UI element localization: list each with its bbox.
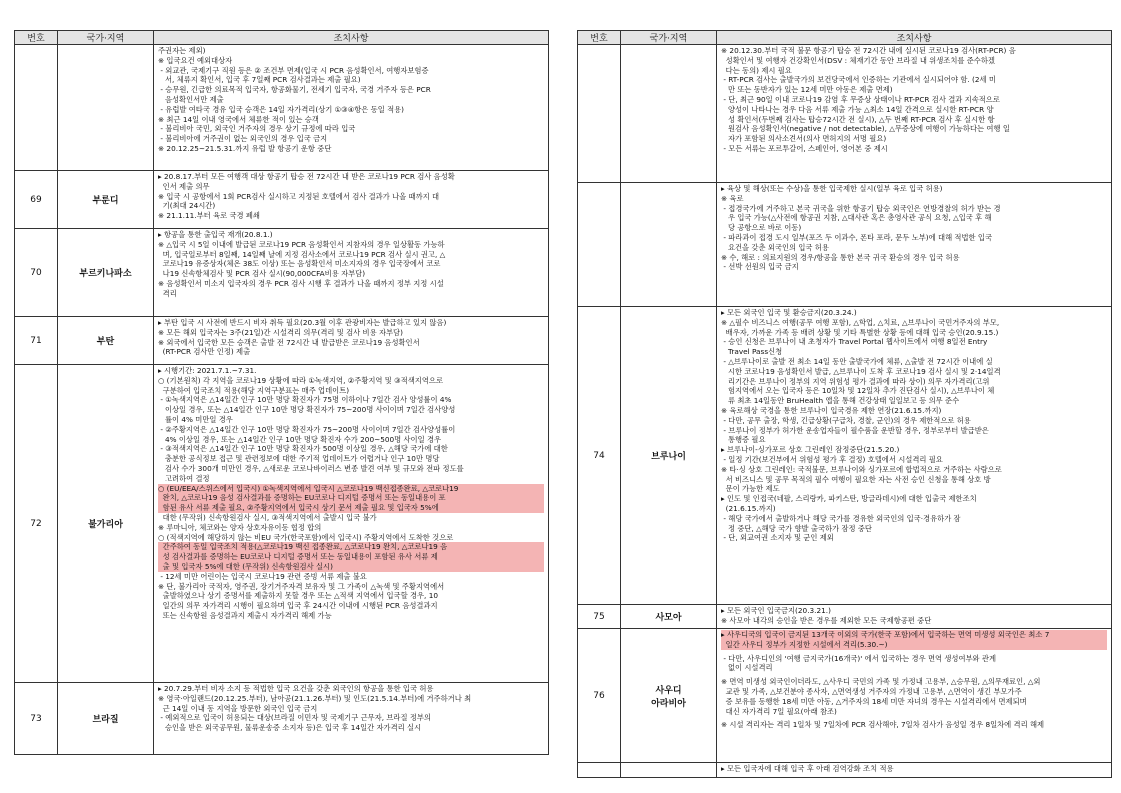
measure-line: ※ 21.1.11.부터 육로 국경 폐쇄 [158,211,260,221]
measure-line: 다는 동의) 제시 필요 [721,65,792,75]
measure-line: 정 중단, △해당 국가 향발 출국하가 잠정 중단 [721,523,872,533]
measure-line: 당 공항으로 바로 이동) [721,223,802,233]
table-row [578,183,1112,307]
measure-line: 자가 포함된 의사소견서(의사 면허지의 서명 필요) [721,134,887,144]
table-row [578,45,1112,183]
row-country: 사우디 아라비아 [621,629,717,763]
measure-line: 4% 이상일 경우, 또는 △14일간 인구 10만 명당 확진자 수가 200~500명 사이일 경우 [158,434,442,444]
measure-line: ※ 육로해상 국경을 통한 브루나이 입국경유 제한 연장(21.6.15.까지) [721,405,942,415]
measure-line: 리기간은 브루나이 정부의 지역 위험성 평가 결과에 따라 상이) 의무 자가격리(고위 [721,376,990,386]
measure-line: ※ 20.12.25~21.5.31.까지 유럽 발 항공기 운항 중단 [158,143,332,153]
table-row [578,763,1112,778]
measure-line: 출발하였으나 상기 증명서를 제출하지 못할 경우 또는 △적색 지역에서 입국할 경우, 10 [158,591,438,601]
measure-line: 서, 체류지 확인서, 입국 후 7일째 PCR 검사결과는 제출 필요) [158,75,361,85]
row-measures [717,605,1112,629]
table-header-row [578,31,1112,45]
header-measures: 조치사항 [717,31,1112,45]
table-row [15,365,549,683]
measure-line: 성확인서 및 여행자 건강확인서(DSV : 체재기간 동안 브라질 내 위생조치를 준수하겠 [721,55,995,65]
row-number: 75 [578,605,621,629]
row-country: 부르키나파소 [58,229,154,317]
measure-line: ○ (EU/EEA/스위스에서 입국시) ①녹색지역에서 입국시 △코로나19 백신접종완료, △코로나19 [158,484,544,494]
measure-line: ▸ 항공을 통한 출입국 재개(20.8.1.) [158,230,273,239]
row-measures [154,365,549,683]
measure-line: - ②주황지역은 △14일간 인구 10만 명당 확진자가 75~200명 사이이며 7일간 검사양성률이 [158,424,456,434]
measure-line: ※ 입국 시 공항에서 1회 PCR검사 실시하고 지정된 호텔에서 검사 결과가 나올 때까지 대 [158,191,440,201]
measure-line: 일간 사우디 정부가 지정한 시설에서 격리(5.30.~) [721,640,1107,650]
measure-line: 완치, △코로나19 음성 검사결과를 증명하는 EU코로나 디지털 증명서 또는 동일내용이 포 [158,493,544,503]
measure-line: 우 입국 가능(△사전에 항공권 지참, △대사관 혹은 총영사관 공식 요청, △입국 후 해 [721,213,992,223]
measure-line: ※ 외국에서 입국한 모든 승객은 출발 전 72시간 내 발급받은 코로나19 음성확인서 [158,337,420,347]
measure-line: 이상일 경우, 또는 △14일간 인구 10만 명당 확진자가 75~200명 사이이며 7일간 검사양성 [158,405,456,415]
row-country: 부룬디 [58,171,154,229]
measure-line: ※ △입국 시 5일 이내에 발급된 코로나19 PCR 음성확인서 지참자의 경우 일상활동 가능하 [158,239,445,249]
table-row [578,629,1112,763]
row-country [58,45,154,171]
row-number [578,183,621,307]
row-country: 사모아 [621,605,717,629]
row-measures [717,45,1112,183]
measure-line: 음성확인서만 제출 [158,94,224,104]
measure-line: ▸ 육상 및 해상(또는 수상)을 통한 입국제한 실시(일부 육로 입국 허용) [721,184,943,193]
measure-line: - 예외적으로 입국이 허용되는 대상(브라질 이민자 및 국제기구 근무자, 브라질 정부의 [158,713,431,723]
measure-line: 험지역에서 오는 입국자 등은 10일차 및 12일차 추가 진단검사 실시), △브루나이 체 [721,386,995,396]
measure-line: 검사 수가 300개 미만인 경우, △새로운 코로나바이러스 변종 발견 여부 및 규모와 전파 정도를 [158,463,464,473]
measure-line: - ①녹색지역은 △14일간 인구 10만 명당 확진자가 75명 이하이나 7일간 검사 양성률이 4% [158,395,452,405]
measure-line: - 단, 외교여권 소지자 및 군인 제외 [721,533,834,543]
measure-line: 원검사 음성확인서(negative / not detectable), △무증상에 여행이 가능하다는 여행 일 [721,124,1010,134]
measure-line: 함된 유사 서류 제출 필요, ②주황지역에서 입국시 상기 문서 제출 필요 및 입국자 5%에 [158,503,544,513]
measure-line: 문이 가능한 제도 [721,484,780,494]
measure-line: 간주하여 동일 입국조치 적용(△코로나19 백신 접종완료, △코로나19 완치, △코로나19 음 [158,542,544,552]
measure-line: 또는 신속항원 음성결과지 제출시 자가격리 해제 가능 [158,610,332,620]
measure-line: 류 최초 14일동안 BruHealth 앱을 통해 건강상태 일일보고 등 의무 준수 [721,396,960,406]
row-number: 72 [15,365,58,683]
measure-line: 승인을 받은 외국공무원, 물류운송증 소지자 등)은 입국 후 14일간 자가격리 실시 [158,723,422,733]
header-country: 국가·지역 [621,31,717,45]
measure-line: ▸ 모든 외국인 입국금지(20.3.21.) [721,606,831,615]
measure-line: 교관 및 가족, △보건분야 종사자, △면역생성 거주자의 가정내 고용부, △면역이 생긴 부모가주 [721,686,1022,696]
measure-line: (RT-PCR 검사만 인정) 제출 [158,347,251,357]
measure-line: 만 또는 동반자가 있는 12세 미만 아동은 제출 면제) [721,85,893,95]
measure-line: ※ 20.12.30.부터 국적 불문 항공기 탑승 전 72시간 내에 실시된 코로나19 검사(RT-PCR) 음 [721,46,1016,55]
row-country: 부탄 [58,317,154,365]
measure-line: 기(최대 24시간) [158,201,216,211]
row-measures [154,45,549,171]
measure-line: 시한 코로나19 음성확인서 발급, △브루나이 도착 후 코로나19 검사 실시 및 2·14일격 [721,366,1001,376]
table-body-right [578,45,1112,778]
measure-line: 없이 시설격리 [721,663,773,673]
table-row [578,307,1112,605]
measure-line: ▸ 20.7.29.부터 비자 소지 등 적법한 입국 요건을 갖춘 외국인의 항공을 통한 입국 허용 [158,684,434,693]
measure-line: 근 14일 이내 동 지역을 방문한 외국인 입국 금지 [158,703,318,713]
measure-line: - 모든 서류는 포르투갈어, 스페인어, 영어본 중 제시 [721,143,888,153]
measure-line: ▸ 모든 입국자에 대해 입국 후 아래 검역강화 조치 적용 [721,764,894,773]
measure-line: - △브루나이로 출발 전 최소 14일 동안 출발국가에 체류, △출발 전 72시간 이내에 실 [721,356,993,366]
measure-line: - 승인 신청은 브루나이 내 초청자가 Travel Portal 웹사이트에서 여행 8일전 Entry [721,337,988,347]
table-row [15,171,549,229]
row-number: 70 [15,229,58,317]
measure-line: ※ 타·싱 상호 그린레인: 국적불문, 브루나이와 싱가포르에 합법적으로 거주하는 사람으로 [721,464,1002,474]
measure-line: ※ 루마니아, 체코와는 양자 상호자유이동 협정 합의 [158,522,322,532]
table-row [578,605,1112,629]
row-country: 브루나이 [621,307,717,605]
measure-line: 격리 [158,288,177,298]
row-country [621,763,717,778]
measure-line: 성 검사결과를 증명하는 EU코로나 디지털 증명서 또는 동일내용이 포함된 유사 서류 제 [158,552,544,562]
measure-line: ※ 최근 14일 이내 영국에서 체류한 적이 있는 승객 [158,114,319,124]
measure-line: 배우자, 가까운 가족 등 배려 상황 및 기타 특별한 상황 등에 대해 입국 승인(20.9.15.) [721,327,999,337]
measure-line: Travel Pass신청 [721,347,783,357]
header-country: 국가·지역 [58,31,154,45]
measure-line: ※ 단, 불가리아 국적자, 영주권, 장기거주자격 보유자 및 그 가족이 △녹색 및 주황지역에서 [158,581,445,591]
measure-line: ▸ 부탄 입국 시 사전에 반드시 비자 취득 필요(20.3월 이후 관광비자는 발급하고 있지 않음) [158,318,447,327]
measure-line: - 접경국가에 거주하고 본국 귀국을 위한 항공기 탑승 외국인은 연방경찰의 허가 받는 경 [721,203,1001,213]
table-row [15,317,549,365]
header-number: 번호 [578,31,621,45]
measure-line: - ③적색지역은 △14일간 인구 10만 명당 확진자가 500명 이상일 경우, △해당 국가에 대한 [158,444,448,454]
row-measures [154,317,549,365]
measure-line: 인서 제출 의무 [158,181,210,191]
measure-line: ▸ 시행기간: 2021.7.1.~7.31. [158,366,257,375]
measure-line: 서 비즈니스 및 공무 목적의 필수 여행이 필요한 자는 사전 승인 신청을 통해 상호 방 [721,474,991,484]
row-number: 69 [15,171,58,229]
row-measures [717,307,1112,605]
measure-line: 일간의 의무 자가격리 시행이 필요하며 입국 후 24시간 이내에 시행된 PCR 음성결과지 [158,601,438,611]
measure-line: 양성이 나타나는 경우 다음 서류 제출 가능 △최소 14일 간격으로 실시한 RT-PCR 양 [721,104,994,114]
row-number: 73 [15,683,58,755]
measure-line: ○ (적색지역에 해당하지 않는 비EU 국가(한국포함)에서 입국시) 주황지역에서 도착한 것으로 [158,532,454,542]
row-number [578,763,621,778]
measure-line: ▸ 사우디국의 입국이 금지된 13개국 이외의 국가(한국 포함)에서 입국하는 면역 미생성 외국인은 최소 7 [721,630,1107,640]
measure-line: 구분하여 입국조치 적용(해당 지역구분표는 매주 업데이트) [158,385,350,395]
measure-line: ○ (기본원칙) 각 지역을 코로나19 상황에 따라 ①녹색지역, ②주황지역 및 ③적색지역으로 [158,375,443,385]
measure-line: 요건을 갖춘 외국인의 입국 허용 [721,242,829,252]
measure-line: ▸ 인도 및 인접국(네팔, 스리랑카, 파키스탄, 방글라데시)에 대한 입출국 제한조치 [721,494,977,504]
measure-line: - 일정 기간(보건부에서 위험성 평가 후 결정) 호텔에서 시설격리 필요 [721,454,943,464]
measure-line: 주권자는 제외) [158,46,206,55]
row-measures [154,229,549,317]
measure-line: - 외교관, 국제기구 직원 등은 ② 조건부 면제(입국 시 PCR 음성확인서, 여행자보험증 [158,65,429,75]
measure-line: - 단, 최근 90일 이내 코로나19 감염 후 무증상 상태이나 RT-PCR 검사 결과 지속적으로 [721,94,1000,104]
measure-line: 나19 신속항체검사 및 PCR 검사 실시(90,000CFA비용 자부담) [158,269,366,279]
table-header-row [15,31,549,45]
measure-line: - 12세 미만 어린이는 입국시 코로나19 관련 증빙 서류 제출 불요 [158,571,367,581]
measure-line: ※ 육로 [721,193,744,203]
measure-line: ※ 수, 해로 : 의료지원의 경우/항공을 통한 본국 귀국 환승의 경우 입국 허용 [721,252,960,262]
header-measures: 조치사항 [154,31,549,45]
row-number: 76 [578,629,621,763]
measure-line: 증 보유를 동행한 18세 미만 아동, △거주자의 18세 미만 자녀의 경우는 시설격리에서 면제되며 [721,696,1027,706]
measure-line: - 해당 국가에서 출발하거나 해당 국가를 경유한 외국인의 입국·경유하가 잠 [721,513,961,523]
measure-line: 충분한 공식정보 접근 및 관련정보에 대한 주기적 업데이트가 어렵거나 인구 10만 명당 [158,454,440,464]
measure-line: 률이 4% 미만일 경우 [158,414,233,424]
measure-line: ※ 음성확인서 미소지 입국자의 경우 PCR 검사 시행 후 결과가 나올 때까지 정부 지정 시설 [158,278,444,288]
measure-line: 출 및 입국자 5%에 대한 (무작위) 신속항원검사 실시) [158,562,544,572]
measure-line: - 다만, 공무 출장, 학생, 긴급상황(구급차, 경찰, 군인)의 경우 제한적으로 허용 [721,415,971,425]
row-measures [154,171,549,229]
measure-line: - 브루나이 정부가 허가한 운송업자들이 필수품을 운반할 경우, 정부로부터 발급받은 [721,425,989,435]
row-number: 74 [578,307,621,605]
measure-line: ※ 영국·아일랜드(20.12.25.부터), 남아공(21.1.26.부터) 및 인도(21.5.14.부터)에 거주하거나 최 [158,693,472,703]
table-row [15,683,549,755]
row-country: 불가리아 [58,365,154,683]
measures-table-right [577,30,1112,778]
measure-line: - 파라과이 접경 도시 일부(포즈 두 이과수, 폰타 포라, 문두 노부)에 대해 적법한 입국 [721,232,992,242]
measure-line: 성 확인서(두번째 검사는 탑승72시간 전 실시), △두 번째 RT-PCR 검사 후 실시한 항 [721,114,995,124]
measure-line: - 선박 선원의 입국 금지 [721,262,799,272]
measure-line: ※ 모든 해외 입국자는 3주(21일)간 시설격리 의무(격리 및 검사 비용 자부담) [158,327,403,337]
measure-line: ※ 면역 미생성 외국인이더라도, △사우디 국민의 가족 및 가정내 고용부, △승무원, △의무재료인, △외 [721,677,1041,687]
right-table-pane [577,30,1112,778]
measure-line: 고려하여 결정 [158,473,210,483]
measure-line: 대신 자가격리 7일 필요(아래 참조) [721,706,837,716]
measure-line: - RT-PCR 검사는 출발국가의 보건당국에서 인증하는 기관에서 실시되어야 함. (2세 미 [721,75,996,85]
measure-line: ※ 입국요건 예외대상자 [158,55,233,65]
measures-table-left [14,30,549,755]
table-row [15,229,549,317]
row-country: 브라질 [58,683,154,755]
measure-line: ※ 사모아 내각의 승인을 받은 경우를 제외한 모든 국제항공편 중단 [721,615,932,625]
measure-line: - 승무원, 긴급한 의료목적 입국자, 항공화물기, 전세기 입국자, 국경 거주자 등은 PCR [158,85,431,95]
measure-line: 며, 입국일로부터 8일째, 14일째 날에 지정 검사소에서 코로나19 PCR 검사 실시 권고, △ [158,249,446,259]
measure-line: 코로나19 유증상자(체온 38도 이상) 또는 음성확인서 미소지자의 경우 입국장에서 코로 [158,259,441,269]
row-number [15,45,58,171]
left-table-pane [14,30,549,755]
measure-line: ▸ 모든 외국인 입국 및 환승금지(20.3.24.) [721,308,857,317]
row-number: 71 [15,317,58,365]
row-measures [717,183,1112,307]
row-country [621,45,717,183]
table-row [15,45,549,171]
measure-line: - 다만, 사우디인의 '여행 금지국가(16개국)' 에서 입국하는 경우 면역 생성여부와 관계 [721,653,997,663]
row-measures [717,763,1112,778]
measure-line: ▸ 20.8.17.부터 모든 여행객 대상 항공기 탑승 전 72시간 내 받은 코로나19 PCR 검사 음성확 [158,172,455,181]
measure-line: - 유럽발 여타국 경유 입국 승객은 14일 자가격리(상기 ①③④항은 동일 적용) [158,104,405,114]
row-number [578,45,621,183]
measure-line: ▸ 브루나이-싱가포르 상호 그린레인 잠정중단(21.5.20.) [721,445,900,455]
measure-line: - 불리비아 국민, 외국인 거주자의 경우 상기 규정에 따라 입국 [158,124,356,134]
measure-line: 대한 (무작위) 신속항원검사 실시, ③적색지역에서 출발시 입국 불가 [158,512,377,522]
table-body-left [15,45,549,755]
measure-line: - 불리비아에 거주권이 없는 외국인의 경우 입국 금지 [158,134,328,144]
measure-line: 통행증 필요 [721,435,766,445]
row-measures [154,683,549,755]
measure-line: (21.6.15.까지) [721,503,776,513]
row-country [621,183,717,307]
row-measures [717,629,1112,763]
measure-line: ※ 시설 격리자는 격리 1일차 및 7일차에 PCR 검사해야, 7일차 검사가 음성일 경우 8일차에 격리 해제 [721,720,1045,730]
measure-line: ※ △필수 비즈니스 여행(공무 여행 포함), △학업, △치료, △브루나이 국민거주자의 부모, [721,317,1000,327]
header-number: 번호 [15,31,58,45]
